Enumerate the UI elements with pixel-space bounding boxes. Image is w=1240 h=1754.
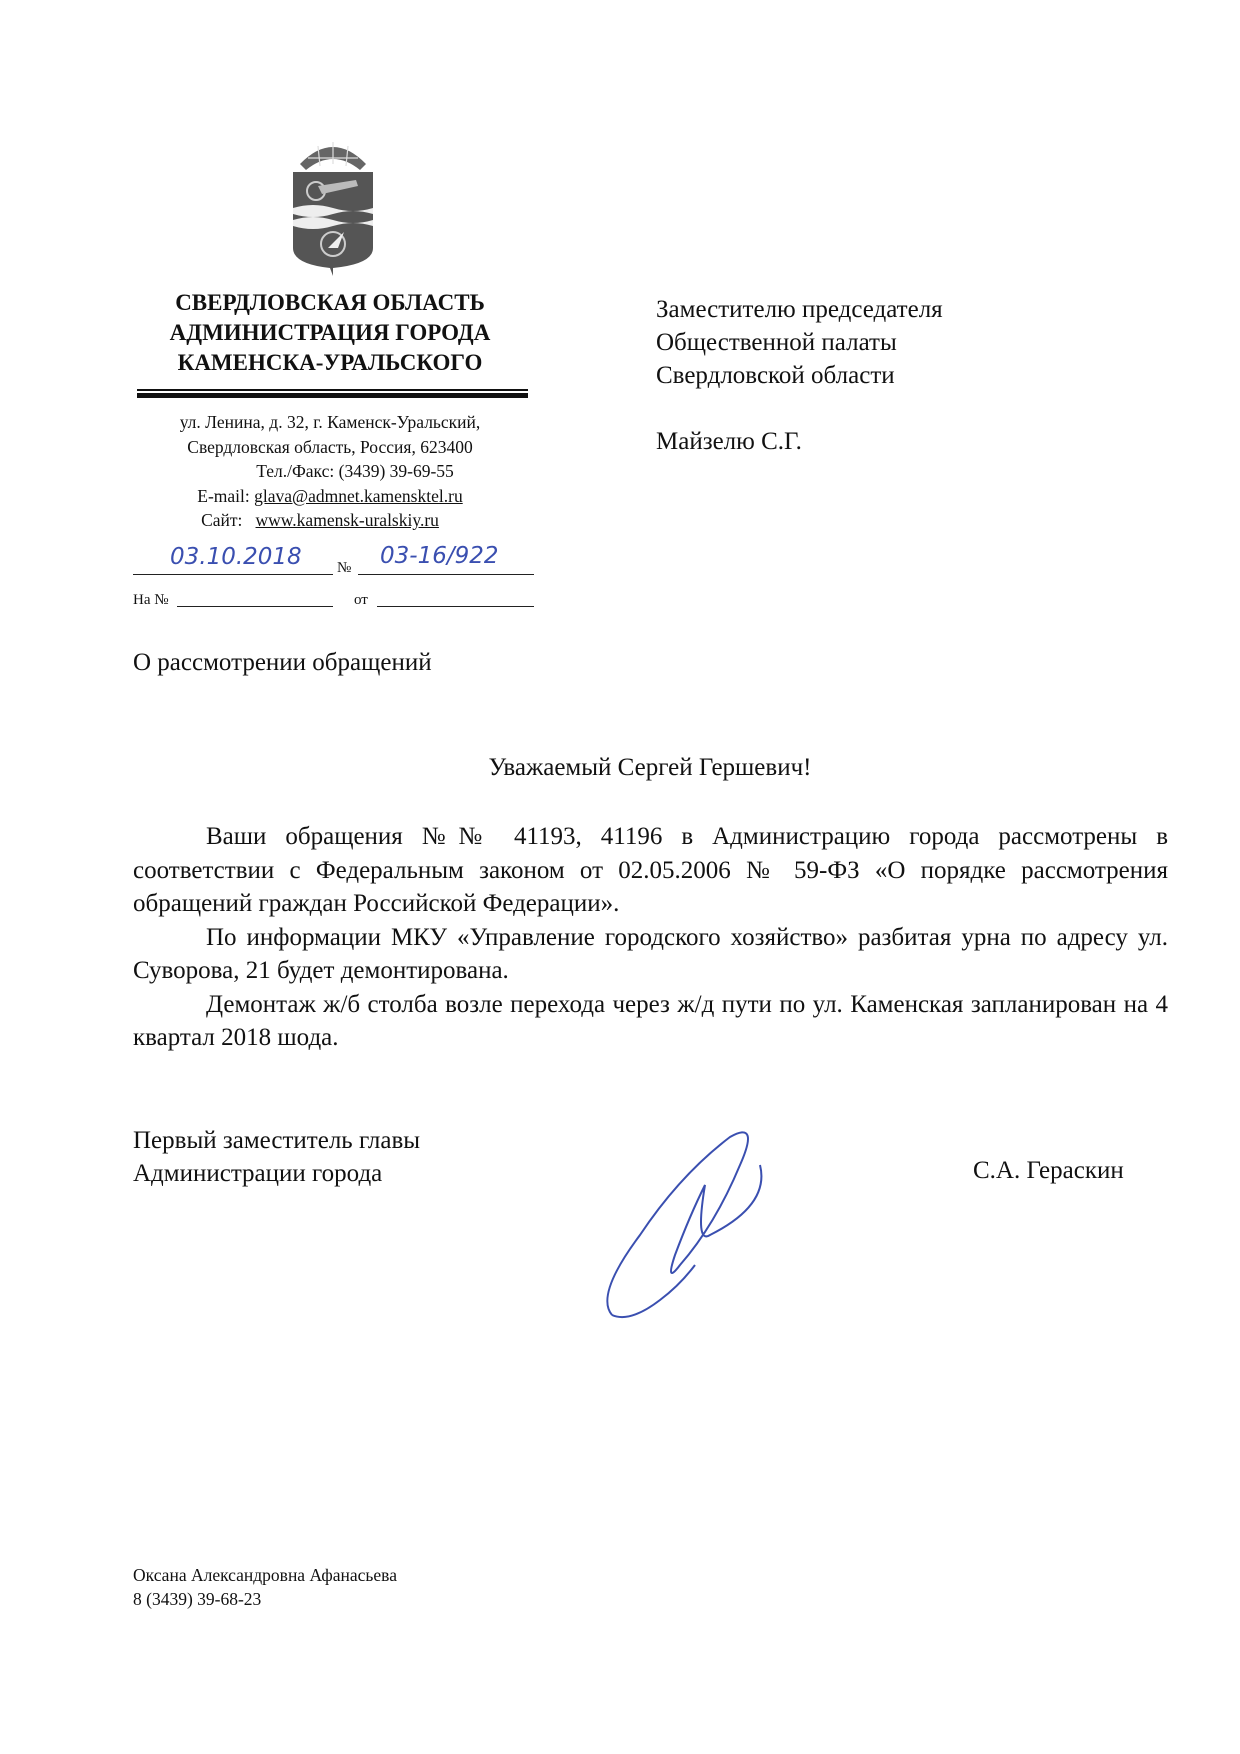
number-line [358,574,534,575]
number-label: № [337,560,352,576]
letterhead-rule-thin [137,389,528,391]
ref-number-line [177,606,333,607]
paragraph: Ваши обращения №№ 41193, 41196 в Администрацию города рассмотрены в соответствии с Федеральным законом от 02.05.2006 № 59-ФЗ «О порядке рассмотрения обращений граждан Российской Федерации». [133,823,1168,917]
site-label: Сайт: [201,510,256,530]
letterhead-title-line: КАМЕНСКА-УРАЛЬСКОГО [177,350,483,375]
addressee-name: Майзелю С.Г. [656,428,802,455]
subject: О рассмотрении обращений [133,649,432,676]
ref-number-label: На № [133,592,169,608]
letterhead-rule-thick [137,393,528,398]
ref-from-label: от [354,592,368,608]
phone-fax: Тел./Факс: (3439) 39-69-55 [256,461,454,481]
addressee-line: Свердловской области [656,362,895,389]
addressee-line: Заместителю председателя [656,296,943,323]
address-line: Свердловская область, Россия, 623400 [187,436,473,457]
addressee [656,293,943,458]
address-line: ул. Ленина, д. 32, г. Каменск-Уральский, [179,412,481,432]
email-label: E-mail: [197,485,255,506]
letterhead-title-line: СВЕРДЛОВСКАЯ ОБЛАСТЬ [175,290,485,315]
signer-position [133,1124,420,1190]
paragraph: По информации МКУ «Управление городского хозяйство» разбитая урна по адресу ул. Суворова, 21 будет демонтирована. [133,923,1168,984]
letterhead-title [130,288,530,378]
position-line: Первый заместитель главы [133,1127,421,1154]
handwritten-signature [600,1125,780,1325]
ref-from-line [377,606,534,607]
letterhead-title-line: АДМИНИСТРАЦИЯ ГОРОДА [169,320,491,345]
registration-number: 03-16/922 [380,543,499,569]
executor-phone: 8 (3439) 39-68-23 [133,1589,262,1609]
letterhead-address [130,410,530,533]
letter-body [133,820,1168,1055]
paragraph: Демонтаж ж/б столба возле перехода через ж/д пути по ул. Каменская запланирован на 4 квартал 2018 шода. [133,990,1168,1051]
date-line [133,574,333,575]
signer-name: С.А. Гераскин [973,1157,1124,1184]
coat-of-arms-emblem [288,136,378,278]
email-link[interactable]: glava@admnet.kamensktel.ru [254,485,463,506]
position-line: Администрации города [133,1160,383,1187]
executor-info [133,1563,397,1611]
executor-name: Оксана Александровна Афанасьева [133,1565,397,1585]
registration-date: 03.10.2018 [170,544,302,570]
addressee-line: Общественной палаты [656,329,897,356]
greeting: Уважаемый Сергей Гершевич! [488,754,812,781]
site-link[interactable]: www.kamensk-uralskiy.ru [255,510,439,530]
